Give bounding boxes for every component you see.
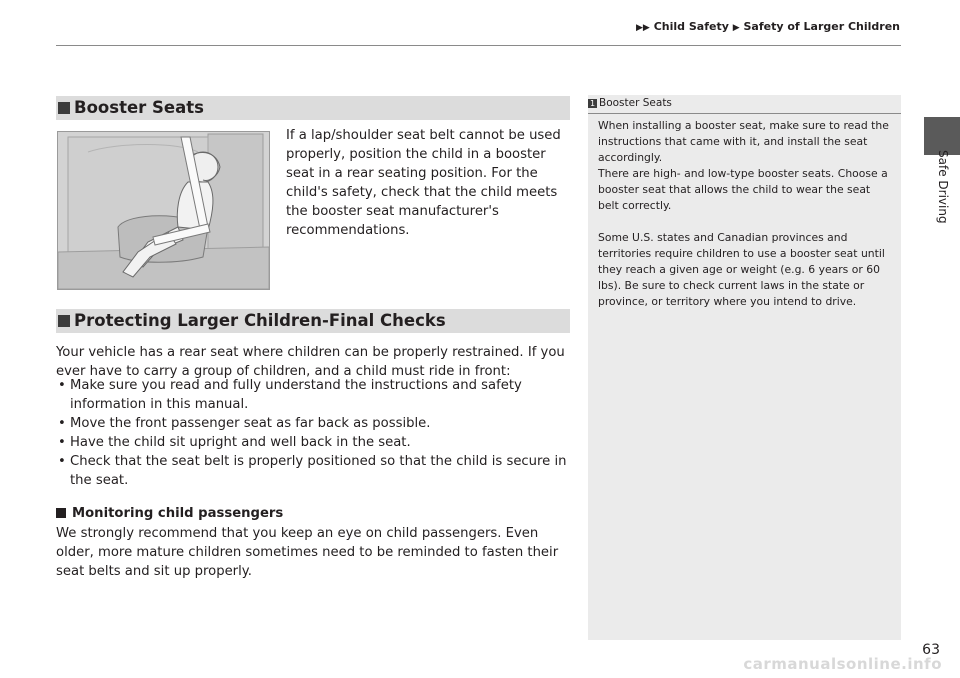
booster-seats-title: Booster Seats <box>74 98 204 117</box>
square-bullet-icon <box>58 102 70 114</box>
sidebar-paragraph: When installing a booster seat, make sure to read the instructions that came with it, and install the seat accordingly. There are high- and low-type booster seats. Choose a booster seat that allows the child to wear the seat belt correctly. <box>598 119 889 212</box>
final-checks-list <box>56 376 576 490</box>
list-item: • Check that the seat belt is properly positioned so that the child is secure in the seat. <box>56 452 576 490</box>
sidebar-note-title[interactable]: Booster Seats <box>599 97 672 109</box>
sidebar-note-body <box>588 114 901 310</box>
final-checks-heading <box>56 309 570 333</box>
monitoring-heading <box>56 506 283 521</box>
page-number: 63 <box>922 642 940 658</box>
breadcrumb-item-child-safety[interactable]: Child Safety <box>653 20 729 33</box>
header-rule <box>56 45 901 46</box>
final-checks-intro: Your vehicle has a rear seat where children can be properly restrained. If you ever have to carry a group of children, and a child must ride in front: <box>56 345 565 379</box>
monitoring-body: We strongly recommend that you keep an eye on child passengers. Even older, more mature children sometimes need to be reminded to fasten their seat belts and sit up properly. <box>56 526 559 579</box>
child-in-booster-seat-image <box>58 132 269 289</box>
watermark: carmanualsonline.info <box>743 655 942 673</box>
monitoring-title: Monitoring child passengers <box>72 506 284 521</box>
triangle-icon: ▶ <box>732 23 740 33</box>
section-tab-label: Safe Driving <box>936 150 950 224</box>
breadcrumb-item-larger-children[interactable]: Safety of Larger Children <box>743 20 900 33</box>
booster-seat-illustration <box>57 131 270 290</box>
square-bullet-icon <box>58 315 70 327</box>
triangle-icon: ▶▶ <box>636 23 650 33</box>
final-checks-title: Protecting Larger Children-Final Checks <box>74 311 446 330</box>
reference-number-badge: 1 <box>589 99 596 108</box>
breadcrumb <box>636 20 900 33</box>
booster-seats-body: If a lap/shoulder seat belt cannot be used properly, position the child in a booster seat in a rear seating position. For the child's safety, check that the child meets the booster seat manufacturer's recommendations. <box>286 128 561 238</box>
list-item: • Move the front passenger seat as far back as possible. <box>56 414 576 433</box>
booster-seats-heading <box>56 96 570 120</box>
sidebar-paragraph: Some U.S. states and Canadian provinces and territories require children to use a booster seat until they reach a given age or weight (e.g. 6 years or 60 lbs). Be sure to check current laws in the state or province, or territory where you intend to drive. <box>598 231 885 308</box>
sidebar-note <box>588 95 901 640</box>
sidebar-note-heading <box>588 95 901 114</box>
list-item: • Make sure you read and fully understand the instructions and safety information in this manual. <box>56 376 576 414</box>
list-item: • Have the child sit upright and well back in the seat. <box>56 433 576 452</box>
square-bullet-icon <box>56 508 66 518</box>
